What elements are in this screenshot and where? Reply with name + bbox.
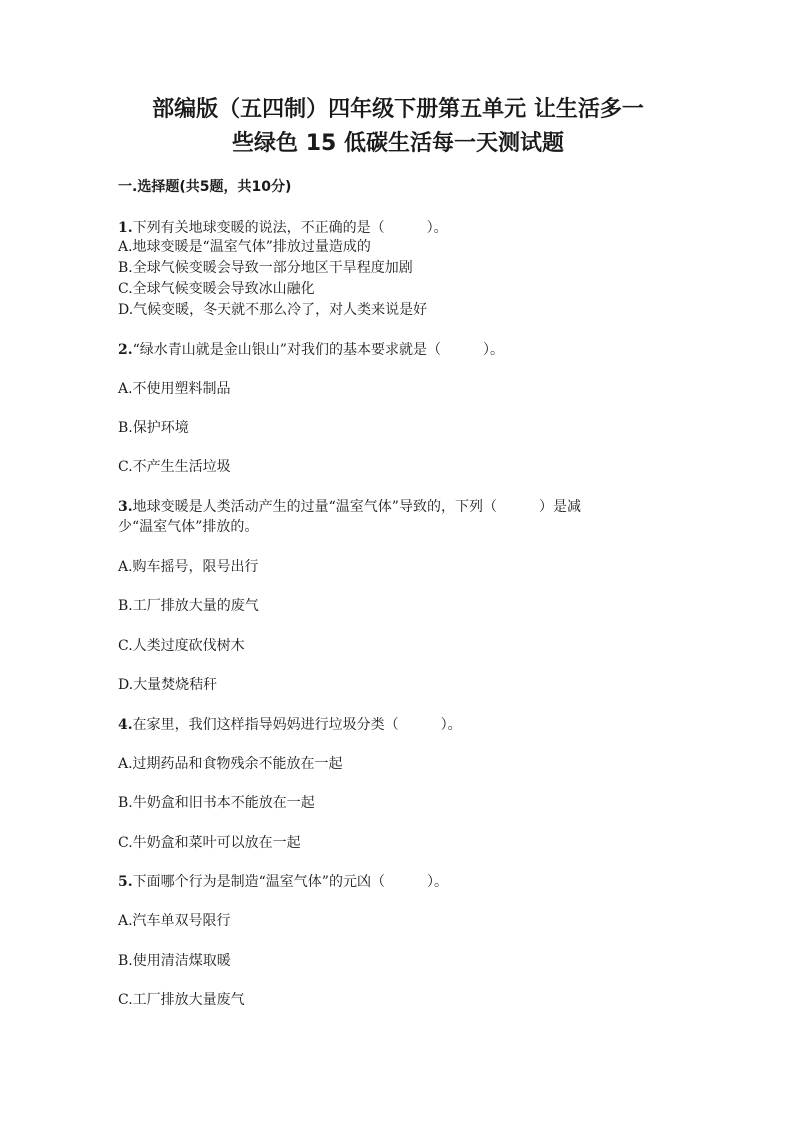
- question-3-option-a: A.购车摇号，限号出行: [118, 559, 259, 575]
- question-5-option-c: C.工厂排放大量废气: [118, 992, 245, 1008]
- question-2-stem: 2.“绿水青山就是金山银山”对我们的基本要求就是（ ）。: [118, 342, 504, 358]
- question-4-option-a: A.过期药品和食物残余不能放在一起: [118, 756, 343, 772]
- question-1-option-b: B.全球气候变暖会导致一部分地区干旱程度加剧: [118, 260, 413, 276]
- section-heading: 一.选择题(共5题，共10分): [118, 179, 292, 195]
- question-1-number: 1.: [118, 220, 133, 236]
- question-5-stem: 5.下面哪个行为是制造“温室气体”的元凶（ ）。: [118, 874, 448, 890]
- question-2-option-a: A.不使用塑料制品: [118, 381, 231, 397]
- question-2-option-b: B.保护环境: [118, 420, 189, 436]
- question-2-number: 2.: [118, 342, 133, 358]
- question-5-number: 5.: [118, 874, 133, 890]
- question-1-option-d: D.气候变暖，冬天就不那么冷了，对人类来说是好: [118, 302, 428, 318]
- title-line-2: 些绿色 15 低碳生活每一天测试题: [232, 131, 564, 156]
- question-1-stem: 1.下列有关地球变暖的说法，不正确的是（ ）。: [118, 220, 448, 236]
- question-3-option-c: C.人类过度砍伐树木: [118, 638, 245, 654]
- question-4-stem: 4.在家里，我们这样指导妈妈进行垃圾分类（ ）。: [118, 717, 462, 733]
- question-1-option-c: C.全球气候变暖会导致冰山融化: [118, 281, 315, 297]
- question-3-stem: 3.地球变暖是人类活动产生的过量“温室气体”导致的，下列（ ）是减: [118, 499, 581, 515]
- question-1-option-a: A.地球变暖是“温室气体”排放过量造成的: [118, 239, 371, 255]
- title-line-1: 部编版（五四制）四年级下册第五单元 让生活多一: [152, 97, 644, 122]
- question-5-option-b: B.使用清洁煤取暖: [118, 953, 231, 969]
- question-3-option-d: D.大量焚烧秸秆: [118, 677, 218, 693]
- question-3-stem-continued: 少“温室气体”排放的。: [118, 519, 259, 535]
- question-5-option-a: A.汽车单双号限行: [118, 913, 231, 929]
- question-4-option-c: C.牛奶盒和菜叶可以放在一起: [118, 835, 301, 851]
- question-4-option-b: B.牛奶盒和旧书本不能放在一起: [118, 795, 315, 811]
- question-3-option-b: B.工厂排放大量的废气: [118, 598, 259, 614]
- question-3-number: 3.: [118, 499, 133, 515]
- question-2-option-c: C.不产生生活垃圾: [118, 459, 231, 475]
- question-4-number: 4.: [118, 717, 133, 733]
